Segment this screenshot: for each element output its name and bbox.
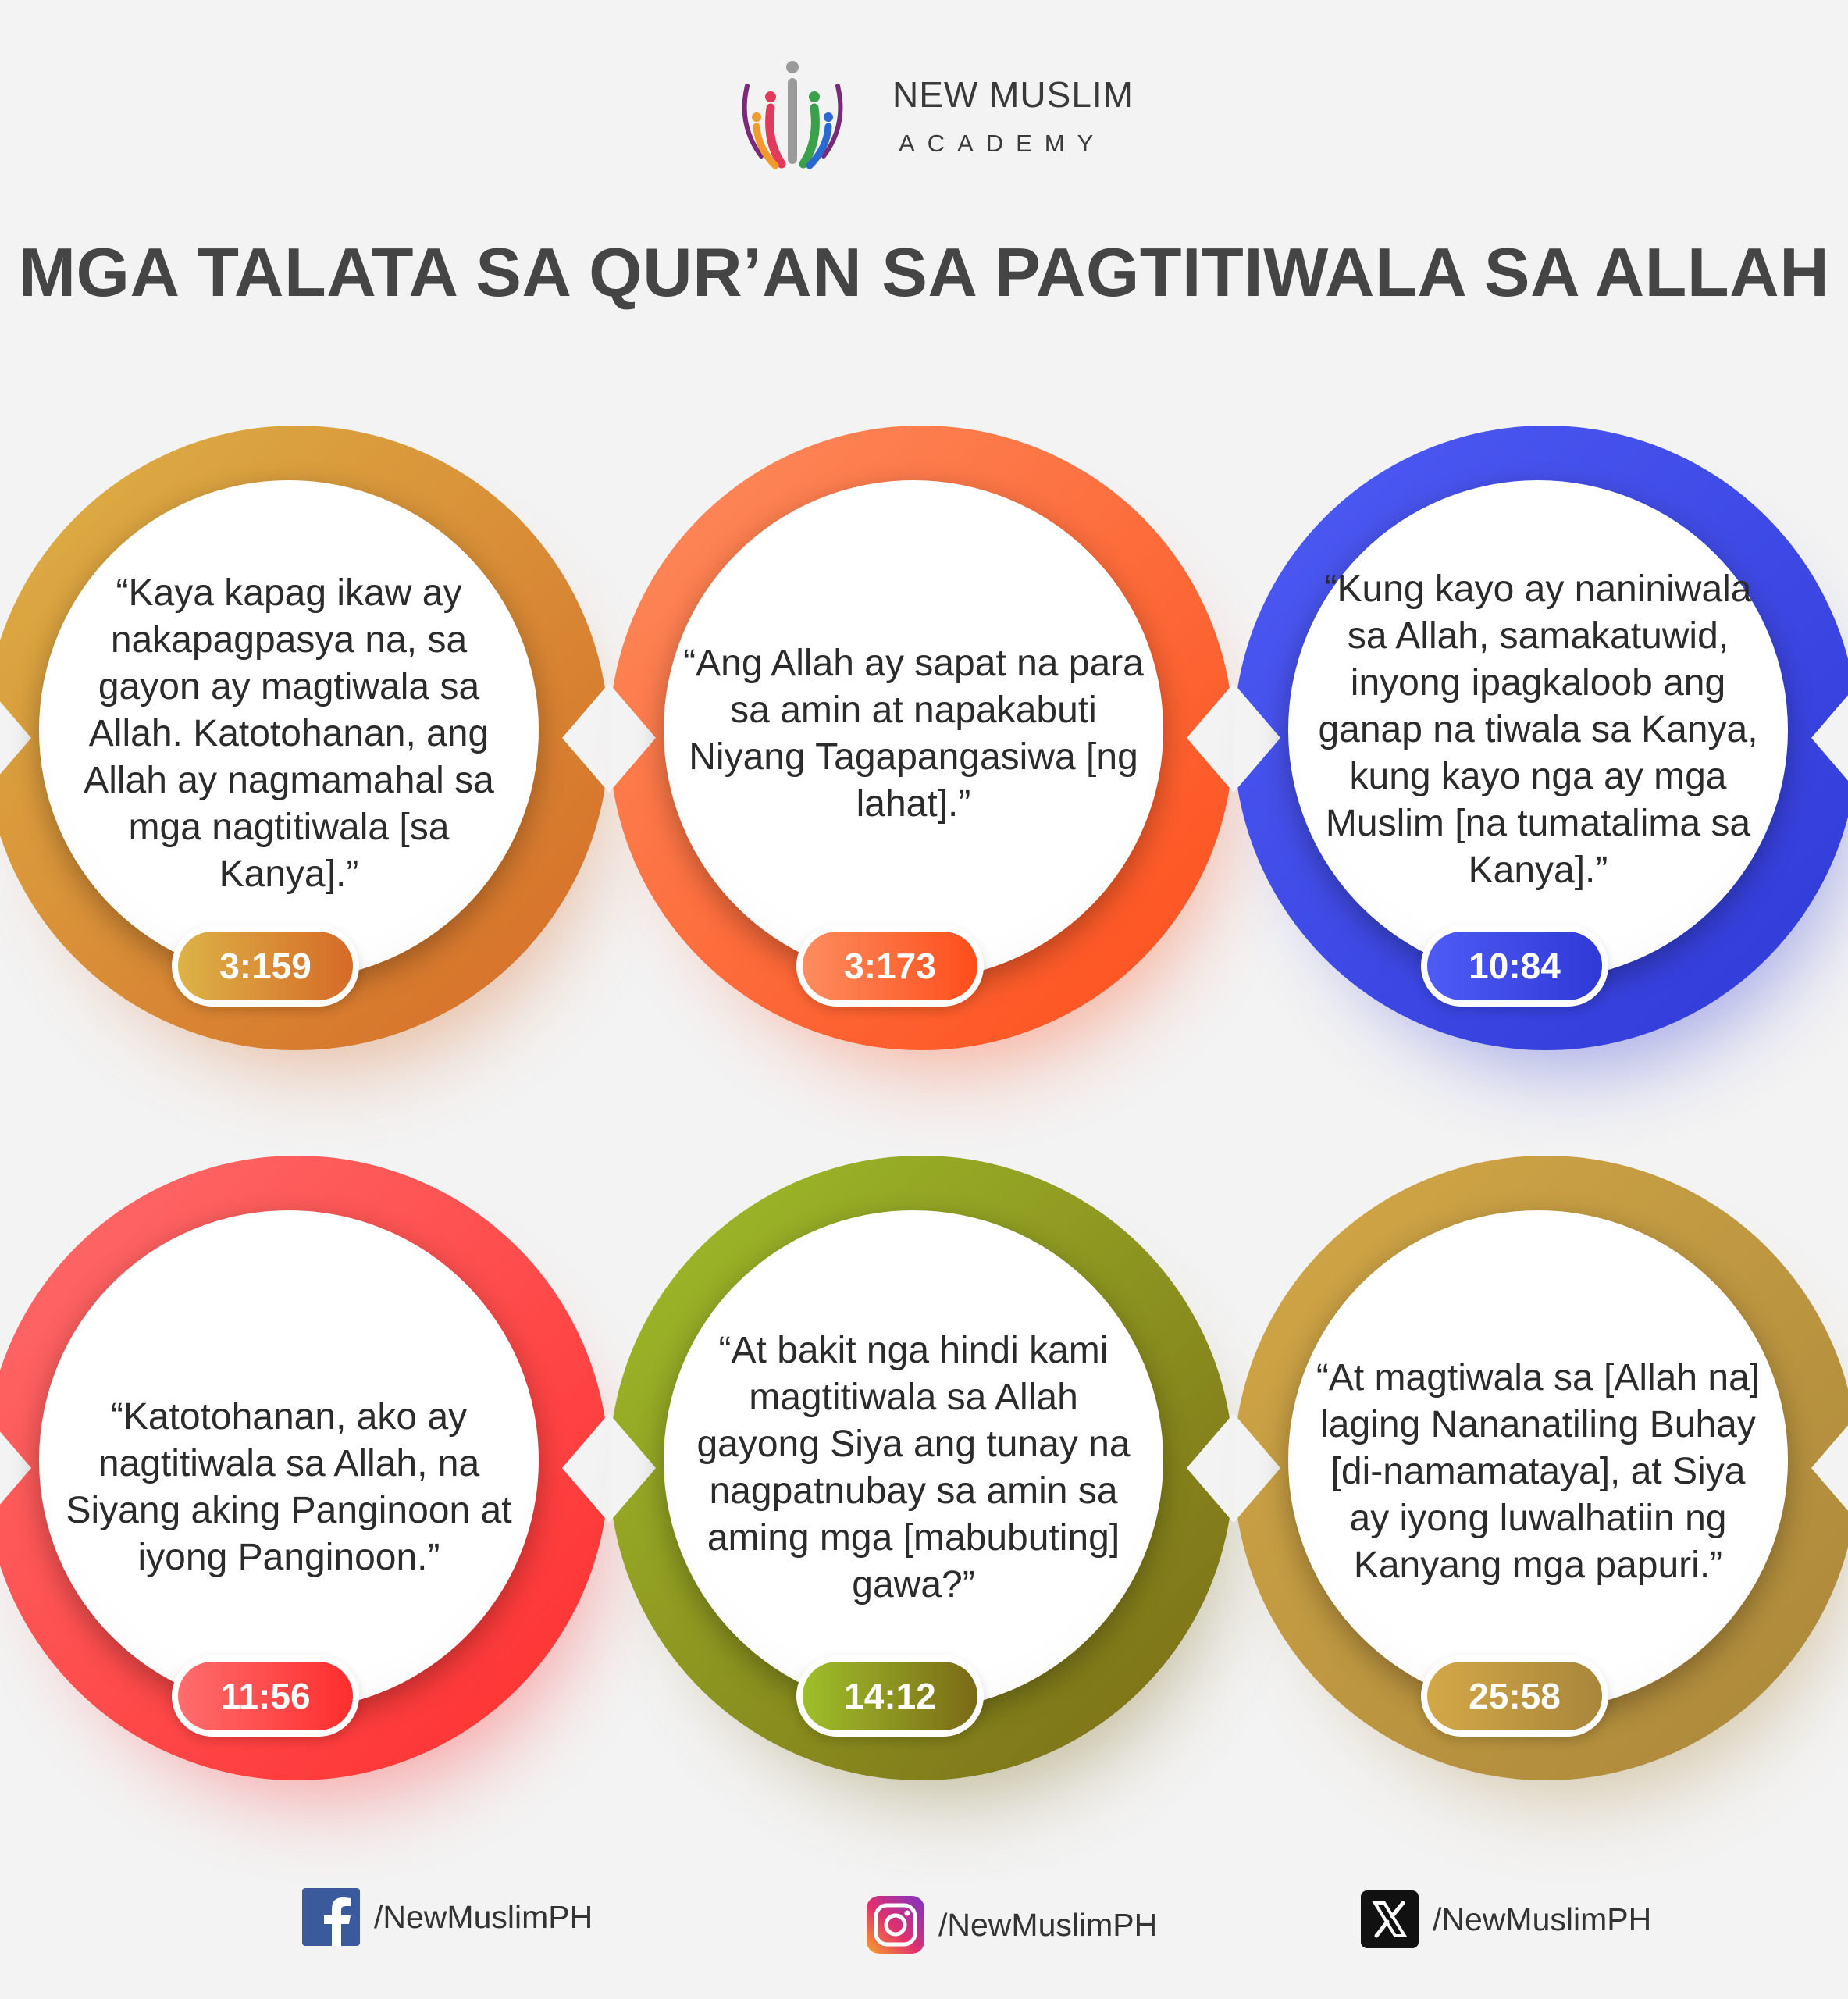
- instagram-link[interactable]: [867, 1894, 1157, 1956]
- verse-card: [609, 1156, 1234, 1780]
- facebook-icon: [302, 1888, 360, 1946]
- new-muslim-academy-logo-icon: [730, 55, 855, 180]
- verse-reference-badge: 25:58: [1421, 1655, 1608, 1737]
- facebook-handle: /NewMuslimPH: [374, 1898, 593, 1935]
- verse-card: [0, 426, 609, 1050]
- verse-card: [0, 1156, 609, 1780]
- verse-card: [609, 426, 1234, 1050]
- verse-reference-badge: 10:84: [1421, 925, 1608, 1007]
- facebook-link[interactable]: [302, 1886, 593, 1948]
- verse-quote: “Kaya kapag ikaw ay nakapagpasya na, sa gayon ay magtiwala sa Allah. Katotohanan, ang Allah ay nagmamahal sa mga nagtitiwala [sa Kanya].”: [84, 572, 494, 895]
- x-handle: /NewMuslimPH: [1433, 1901, 1652, 1937]
- x-link[interactable]: [1361, 1888, 1651, 1951]
- verse-reference-badge: 11:56: [172, 1655, 359, 1737]
- verse-quote: “Katotohanan, ako ay nagtitiwala sa Allah, na Siyang aking Panginoon at iyong Panginoon.”: [66, 1396, 512, 1578]
- instagram-handle: /NewMuslimPH: [938, 1906, 1158, 1943]
- verse-card: [1234, 1156, 1848, 1780]
- verse-quote: “At bakit nga hindi kami magtitiwala sa Allah gayong Siya ang tunay na nagpatnubay sa amin sa aming mga [mabubuting] gawa?”: [696, 1330, 1131, 1605]
- verse-reference-badge: 3:159: [172, 925, 359, 1007]
- verse-quote: “Kung kayo ay naniniwala sa Allah, samakatuwid, inyong ipagkaloob ang ganap na tiwala sa Kanya, kung kayo nga ay mga Muslim [na tumatalima sa Kanya].”: [1318, 568, 1758, 891]
- verse-quote: “Ang Allah ay sapat na para sa amin at napakabuti Niyang Tagapangasiwa [ng lahat].”: [683, 643, 1144, 825]
- page-title: MGA TALATA SA QUR’AN SA PAGTITIWALA SA ALLAH: [18, 233, 1830, 311]
- x-icon: [1361, 1890, 1419, 1948]
- verse-reference-badge: 14:12: [796, 1655, 984, 1737]
- verse-reference-badge: 3:173: [796, 925, 984, 1007]
- brand-logo: [730, 55, 1136, 180]
- brand-subtitle: ACADEMY: [899, 130, 1106, 157]
- brand-name: NEW MUSLIM: [892, 74, 1134, 115]
- verse-card: [1234, 426, 1848, 1050]
- instagram-icon: [867, 1896, 924, 1954]
- verse-quote: “At magtiwala sa [Allah na] laging Nananatiling Buhay [di-namamataya], at Siya ay iyong luwalhatiin ng Kanyang mga papuri.”: [1316, 1357, 1761, 1586]
